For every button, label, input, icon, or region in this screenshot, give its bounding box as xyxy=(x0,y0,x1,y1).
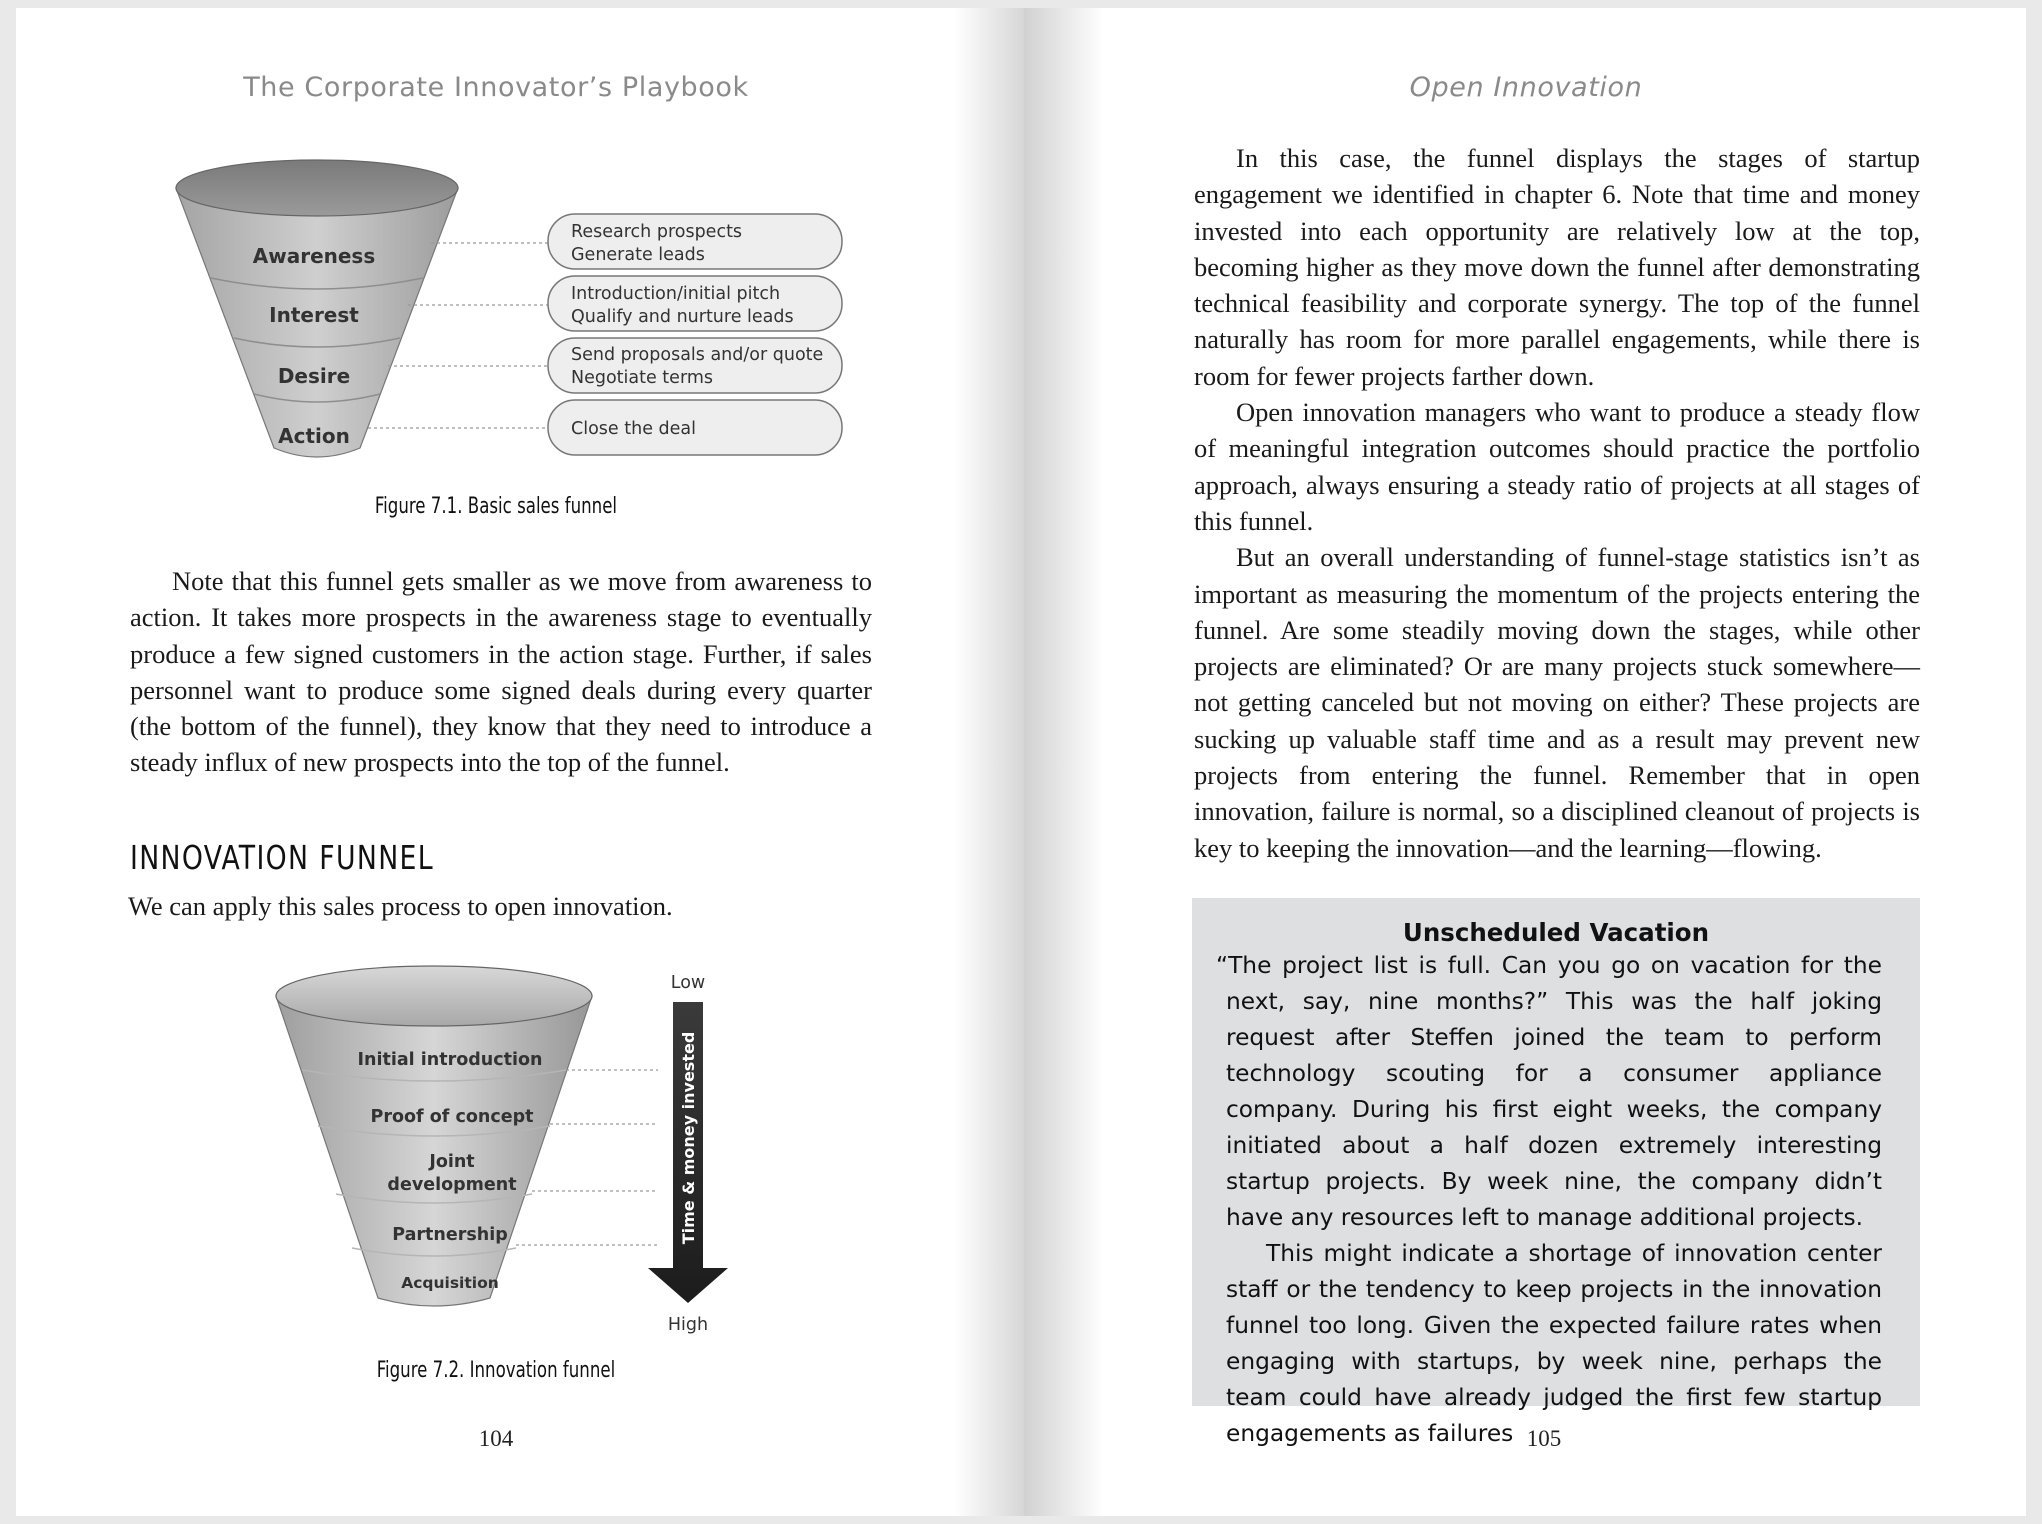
right-page xyxy=(1024,8,2026,1516)
figure-caption: Figure 7.1. Basic sales funnel xyxy=(374,494,618,519)
paragraph: Open innovation managers who want to produce a steady flow of meaningful integration outcomes should practice the portfolio approach, always ensuring a steady ratio of projects at all stages of this funnel. xyxy=(1194,397,1920,536)
sales-funnel-figure xyxy=(146,148,866,488)
paragraph-text: Note that this funnel gets smaller as we move from awareness to action. It takes more prospects in the awareness stage to eventually produce a few signed customers in the action stage. Further, if sales personnel want to produce some signed deals during every quarter (the bottom of the funnel), they know that they need to introduce a steady influx of new prospects into the top of the funnel. xyxy=(130,566,872,778)
body-paragraph xyxy=(130,563,872,781)
arrow-label: Time & money invested xyxy=(679,1031,698,1245)
innovation-stage-label: Initial introduction xyxy=(357,1050,543,1070)
box-text: Generate leads xyxy=(571,245,705,265)
gutter-shadow xyxy=(954,8,1024,1516)
box-text: Close the deal xyxy=(571,419,696,439)
intro-text: We can apply this sales process to open innovation. xyxy=(128,891,673,921)
innovation-stage-label: Partnership xyxy=(392,1225,508,1245)
innovation-stage-label: Joint xyxy=(429,1152,475,1172)
innovation-stage-label: Proof of concept xyxy=(370,1107,534,1127)
funnel-stage-label: Desire xyxy=(277,364,351,388)
box-text: Qualify and nurture leads xyxy=(571,307,794,327)
section-intro xyxy=(128,888,870,924)
box-text: Introduction/initial pitch xyxy=(571,284,781,304)
sidebar-paragraph: This might indicate a shortage of innovation center staff or the tendency to keep projects in the innovation funnel too long. Given the expected failure rates when engaging with startups, by week nine, perhaps the team could have already judged the first few startup engagements as failures xyxy=(1226,1240,1882,1447)
sidebar-body xyxy=(1216,948,1882,1452)
innovation-stage-label: Acquisition xyxy=(401,1274,499,1292)
arrow-top-label: Low xyxy=(670,973,706,993)
innovation-funnel-figure xyxy=(266,958,766,1338)
section-heading: INNOVATION FUNNEL xyxy=(130,838,434,877)
innovation-funnel-shape xyxy=(276,966,592,1306)
sidebar-paragraph: “The project list is full. Can you go on vacation for the next, say, nine months?” This was the half joking request after Steffen joined the team to perform technology scouting for a consumer appliance company. During his first eight weeks, the company initiated about a half dozen extremely interesting startup projects. By week nine, the company didn’t have any resources left to manage additional projects. xyxy=(1216,952,1882,1231)
funnel-stage-label: Action xyxy=(278,424,350,448)
sidebar-title: Unscheduled Vacation xyxy=(1402,918,1710,947)
page-number: 105 xyxy=(1526,1426,1562,1451)
gutter-shadow xyxy=(1024,8,1104,1516)
running-head: Open Innovation xyxy=(1409,72,1643,103)
paragraph: In this case, the funnel displays the stages of startup engagement we identified in chapter 6. Note that time and money invested into each opportunity are relatively low at the top, becoming higher as they move down the funnel after demonstrating technical feasibility and corporate synergy. The top of the funnel naturally has room for more parallel engagements, while there is room for fewer projects farther down. xyxy=(1194,143,1920,391)
innovation-stage-label: development xyxy=(387,1175,517,1195)
box-text: Negotiate terms xyxy=(571,368,713,388)
running-head: The Corporate Innovator’s Playbook xyxy=(243,72,749,103)
left-page xyxy=(16,8,1024,1516)
figure-caption: Figure 7.2. Innovation funnel xyxy=(376,1358,616,1383)
box-text: Send proposals and/or quote xyxy=(571,345,824,365)
box-text: Research prospects xyxy=(571,222,743,242)
arrow-bottom-label: High xyxy=(667,1315,709,1335)
funnel-stage-label: Interest xyxy=(269,303,359,327)
page-number: 104 xyxy=(478,1426,514,1451)
paragraph: But an overall understanding of funnel-stage statistics isn’t as important as measuring the momentum of the projects entering the funnel. Are some steadily moving down the stages, while other projects are eliminated? Or are many projects stuck somewhere—not getting canceled but not moving on either? These projects are sucking up valuable staff time and as a result may prevent new projects from entering the funnel. Remember that in open innovation, failure is normal, so a disciplined cleanout of projects is key to keeping the innovation—and the learning—flowing. xyxy=(1194,542,1920,863)
body-text-column xyxy=(1194,140,1920,866)
funnel-stage-label: Awareness xyxy=(252,244,376,268)
